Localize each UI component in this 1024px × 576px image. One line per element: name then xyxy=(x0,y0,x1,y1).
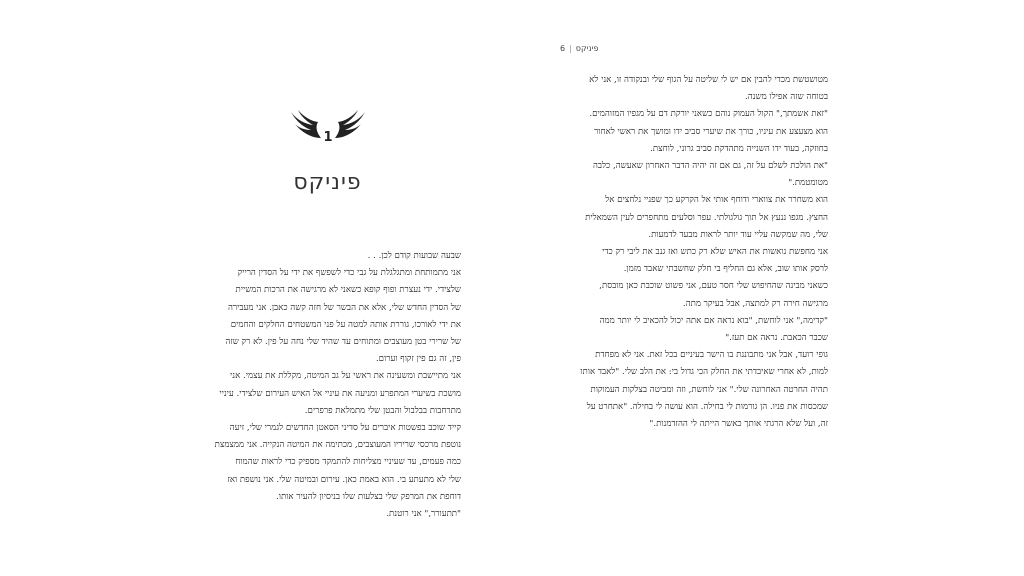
text-line: נוטפת מרכסי שריריו המעוצבים, מכתימה את המיטה הנקייה. אני ממצמצת xyxy=(214,440,461,451)
text-line: בחוזקה, בעוד ידו השנייה מתהדקת סביב גרוני, לוחצת. xyxy=(650,143,828,154)
text-line: מושכת בשיערי המתפרע ומניעה את עיניי אל האיש העירום שלצידי. עיניי xyxy=(219,388,461,399)
text-line: אני מתמותחת ומתגלגלת על גבי כדי לשפשף את ידי על הסדין הרייק xyxy=(237,268,461,279)
text-line: מטושטשת מכדי להבין אם יש לי שליטה על הגוף שלי ובנקודה זו, אני לא xyxy=(589,75,828,85)
text-line: מרגישה חירה רק למתצה, אבל בעיקר מתה. xyxy=(682,298,828,309)
text-line: שלצידי. ידי נעצרת ופוף קופא כשאני לא מרגישה את הרכות המשיית xyxy=(235,285,461,296)
text-line: "זאת אשמתך," הקול העמוק נוהם כשאני יורקת דם על מגפיו המזוהמים. xyxy=(589,109,828,120)
text-line: כמה פעמים, עד שעיניי מצליחות להתמקד מספיק כדי לראות שהמוח xyxy=(235,457,461,468)
phoenix-wings-icon xyxy=(285,108,371,148)
right-page-body xyxy=(560,72,828,433)
left-page-body xyxy=(206,248,461,523)
left-page xyxy=(180,0,475,576)
text-line: למות, לא אחרי שאיבדתי את החלק הכי גדול בי: את הלב שלי. "לאבד אותו xyxy=(580,367,828,378)
text-line: הוא מצעצע את עיניו, כורך את שיערי סביב ידו ומושך את ראשי לאחור xyxy=(594,126,828,137)
running-head xyxy=(560,44,828,53)
text-line: שבעה שבועות קודם לכן. . . xyxy=(367,251,461,261)
text-line: "תתעורר," אני רוטנת. xyxy=(386,509,461,520)
text-line: פין, זה גם פין זקוף וערום. xyxy=(375,354,461,365)
text-line: כשאני מבינה שהחיפוש שלי חסר טעם, אני פשוט שוכבת כאן מובסת, xyxy=(599,281,828,292)
text-line: את ידי לאורכו, גוררת אותה למטה על פני המשטחים החלקים והחמים xyxy=(230,319,461,330)
text-line: גופי רועד, אבל אני מתבוננת בו הישר בעיניים בכל זאת. אני לא מפחדת xyxy=(595,350,828,361)
text-line: החצץ. מגפו ננעץ אל תוך גולגולתי. עפר וסלעים מתחפרים לעין השמאלית xyxy=(585,212,828,223)
text-line: לרסק אותו שוב, אלא גם החליף בי חלק שחשבתי שאבד מזמן. xyxy=(623,264,828,275)
text-line: קייד שוכב בפשטות איברים על סדיני הסאטן החדשים לגמרי שלי, זיעה xyxy=(229,423,461,434)
right-page xyxy=(560,0,860,576)
text-line: "את הולכת לשלם על זה, גם אם זה יהיה הדבר האחרון שאעשה, כלבה xyxy=(592,161,828,172)
running-head-separator: | xyxy=(569,44,572,53)
page-number: 6 xyxy=(560,44,566,53)
running-head-title: פיניקס xyxy=(575,44,599,53)
text-line: שמכסות את פניו. הן גורמות לי בחילה. הוא עושה לי בחילה. "אתחרט על xyxy=(586,401,828,412)
text-line: מתרחבות בבלבול והבטן שלי מתמלאת פרפרים. xyxy=(304,405,461,416)
text-line: אני מתיישבת ומשעינה את ראשי על גב המיטה, מקללת את עצמי. אני xyxy=(230,371,461,382)
text-line: אני מחפשת נואשות את האיש שלא רק כתש ואז גנב את ליבי רק כדי xyxy=(602,247,828,258)
text-line: בטוחה שזה אפילו משנה. xyxy=(745,92,828,103)
text-line: של הסדין החדש שלי, אלא את הבשר של חזה קשה כאבן. אני מעבירה xyxy=(227,302,461,313)
text-line: זה, ועל שלא הרגתי אותך כאשר הייתה לי ההזדמנות." xyxy=(649,419,828,430)
text-line: תהיה החרטה האחרונה שלי." אני לוחשת, וזה ומביטה בצלקות העמוקות xyxy=(590,384,828,395)
text-line: "קדימה," אני לוחשת, "בוא נראה אם אתה יכול להכאיב לי יותר ממה xyxy=(599,315,828,326)
text-line: שלי לא מתעתע בי. הוא באמת כאן. עירום ובמיטה שלי. אני נושפת ואז xyxy=(227,474,461,485)
text-line: הוא משחרר את צווארי ודוחף אותי אל הקרקע כך שפניי נלחצים אל xyxy=(605,195,828,206)
text-line: שכבר הכאבת. נראה אם תעז." xyxy=(725,333,828,344)
chapter-number: 1 xyxy=(322,130,333,145)
text-line: מטומטמת." xyxy=(788,178,828,189)
text-line: שלי, מה שמקשה עליי עוד יותר לראות מבעד לדמעות. xyxy=(648,229,828,240)
chapter-title: פיניקס xyxy=(293,170,362,195)
chapter-emblem xyxy=(180,108,475,148)
text-line: דוחפת את המרפק שלי בצלעות שלו בניסיון להעיר אותו. xyxy=(276,491,461,502)
text-line: של שרירי בטן מעוצבים ומתוחים עד שהיד שלי נחה על פין. לא רק שזה xyxy=(225,337,461,348)
